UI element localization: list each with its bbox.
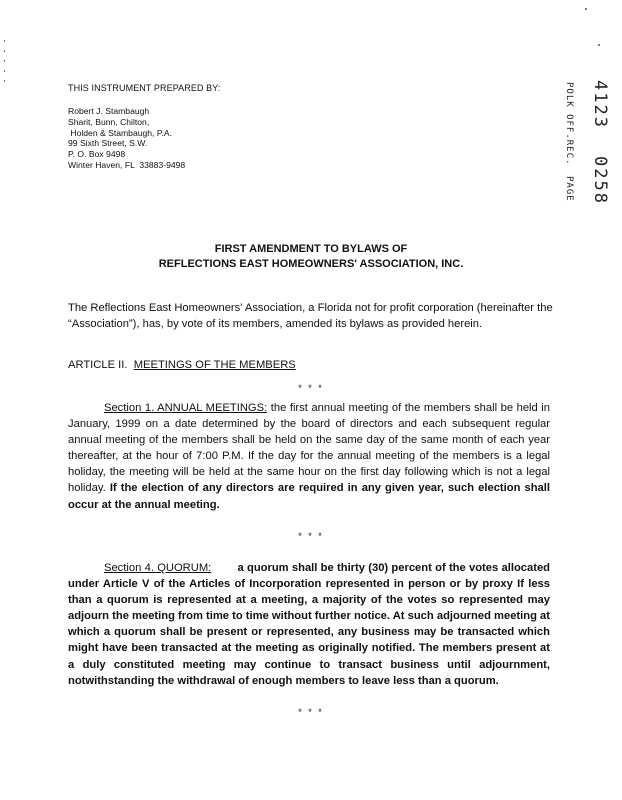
section-separator: * * *	[298, 531, 324, 541]
section-4-paragraph	[68, 560, 550, 689]
preparer-line: Holden & Stambaugh, P.A.	[68, 127, 172, 138]
article-number: ARTICLE II.	[68, 359, 128, 371]
preparer-address-block	[68, 106, 185, 171]
document-title-line-2: REFLECTIONS EAST HOMEOWNERS' ASSOCIATION, INC.	[158, 258, 464, 270]
preparer-line: Sharit, Bunn, Chilton,	[68, 116, 150, 127]
stamp-records-label: POLK OFF.REC.	[564, 82, 574, 166]
stamp-book-number: 4123	[590, 80, 610, 129]
section-separator: * * *	[298, 383, 324, 393]
scan-margin-marks	[4, 40, 7, 90]
preparer-line: P. O. Box 9498	[68, 149, 126, 160]
prepared-by-label: THIS INSTRUMENT PREPARED BY:	[68, 83, 221, 93]
section-1-amendment-text: If the election of any directors are required in any given year, such election shall occur at the annual meeting.	[68, 482, 550, 511]
section-4-heading: Section 4. QUORUM:	[104, 562, 212, 574]
recording-stamp	[564, 74, 616, 224]
document-title-line-1: FIRST AMENDMENT TO BYLAWS OF	[214, 243, 408, 255]
preparer-line: Robert J. Stambaugh	[68, 106, 150, 116]
preparer-line: 99 Sixth Street, S.W.	[68, 138, 148, 149]
section-separator: * * *	[298, 707, 324, 717]
section-4-amendment-text: a quorum shall be thirty (30) percent of the votes allocated under Article V of the Articles of Incorporation represented in person or by proxy If less than a quorum is represented at a meeting, a majority of the votes so represented may adjourn the meeting from time to time without further notice. At such adjourned meeting at which a quorum shall be present or represented, any business may be transacted which might have been transacted at the meeting as originally notified. The members present at a duly constituted meeting may continue to transact business until adjournment, notwithstanding the withdrawal of enough members to leave less than a quorum.	[68, 562, 551, 687]
section-1-paragraph	[68, 400, 550, 513]
article-title: MEETINGS OF THE MEMBERS	[133, 359, 296, 371]
stamp-page-number: 0258	[590, 156, 610, 205]
section-1-heading: Section 1. ANNUAL MEETINGS:	[104, 402, 268, 414]
intro-paragraph: The Reflections East Homeowners' Association, a Florida not for profit corporation (hereinafter the “Association”), has, by vote of its members, amended its bylaws as provided herein.	[68, 302, 553, 330]
article-heading	[68, 359, 296, 371]
preparer-line: Winter Haven, FL 33883-9498	[68, 159, 186, 170]
stamp-page-label: PAGE	[564, 176, 574, 202]
scan-speck	[598, 44, 600, 46]
scan-speck	[585, 8, 587, 10]
section-1-body: the first annual meeting of the members shall be held in January, 1999 on a date determined by the board of directors and each subsequent regular annual meeting of the members shall be held on the same day of the same month of each year thereafter, at the hour of 7:00 P.M. If the day for the annual meeting of the members is a legal holiday, the meeting will be held at the same hour on the first day following which is not a legal holiday.	[68, 402, 551, 495]
